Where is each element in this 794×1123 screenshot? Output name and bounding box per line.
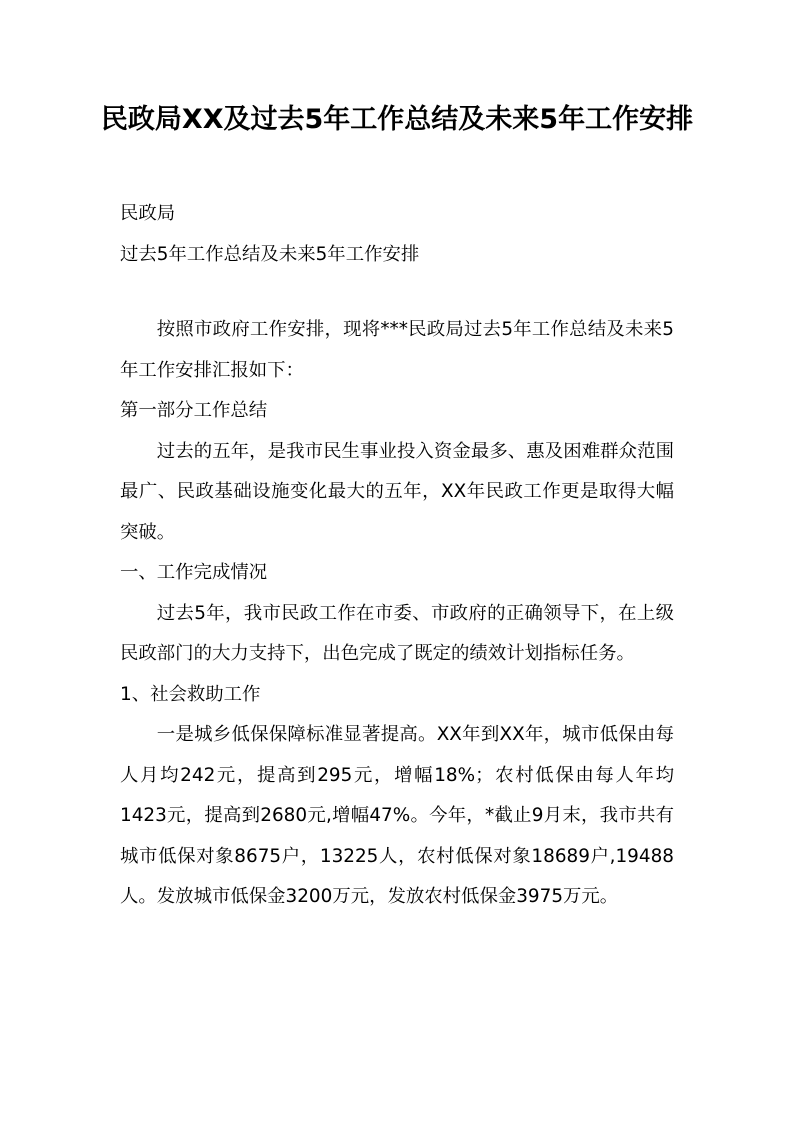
paragraph: 过去5年工作总结及未来5年工作安排 [120,243,420,265]
paragraph: 第一部分工作总结 [120,400,268,421]
paragraph: 按照市政府工作安排，现将***民政局过去5年工作总结及未来5年工作安排汇报如下： [120,319,674,381]
document-body [120,194,674,918]
paragraph: 1、社会救助工作 [120,683,261,705]
document-title: 民政局XX及过去5年工作总结及未来5年工作安排 [100,104,694,135]
paragraph: 民政局 [120,203,176,224]
paragraph: 一、工作完成情况 [120,562,268,583]
paragraph: 过去5年，我市民政工作在市委、市政府的正确领导下，在上级民政部门的大力支持下，出色完成了既定的绩效计划指标任务。 [120,602,674,664]
paragraph: 过去的五年，是我市民生事业投入资金最多、惠及困难群众范围最广、民政基础设施变化最大的五年，XX年民政工作更是取得大幅突破。 [120,440,674,543]
paragraph: 一是城乡低保保障标准显著提高。XX年到XX年，城市低保由每人月均242元，提高到295元，增幅18%；农村低保由每人年均1423元，提高到2680元,增幅47%。今年，*截止9月末，我市共有城市低保对象8675户，13225人，农村低保对象18689户,19488人。发放城市低保金3200万元，发放农村低保金3975万元。 [120,724,674,907]
paragraph-spacer [120,275,674,310]
